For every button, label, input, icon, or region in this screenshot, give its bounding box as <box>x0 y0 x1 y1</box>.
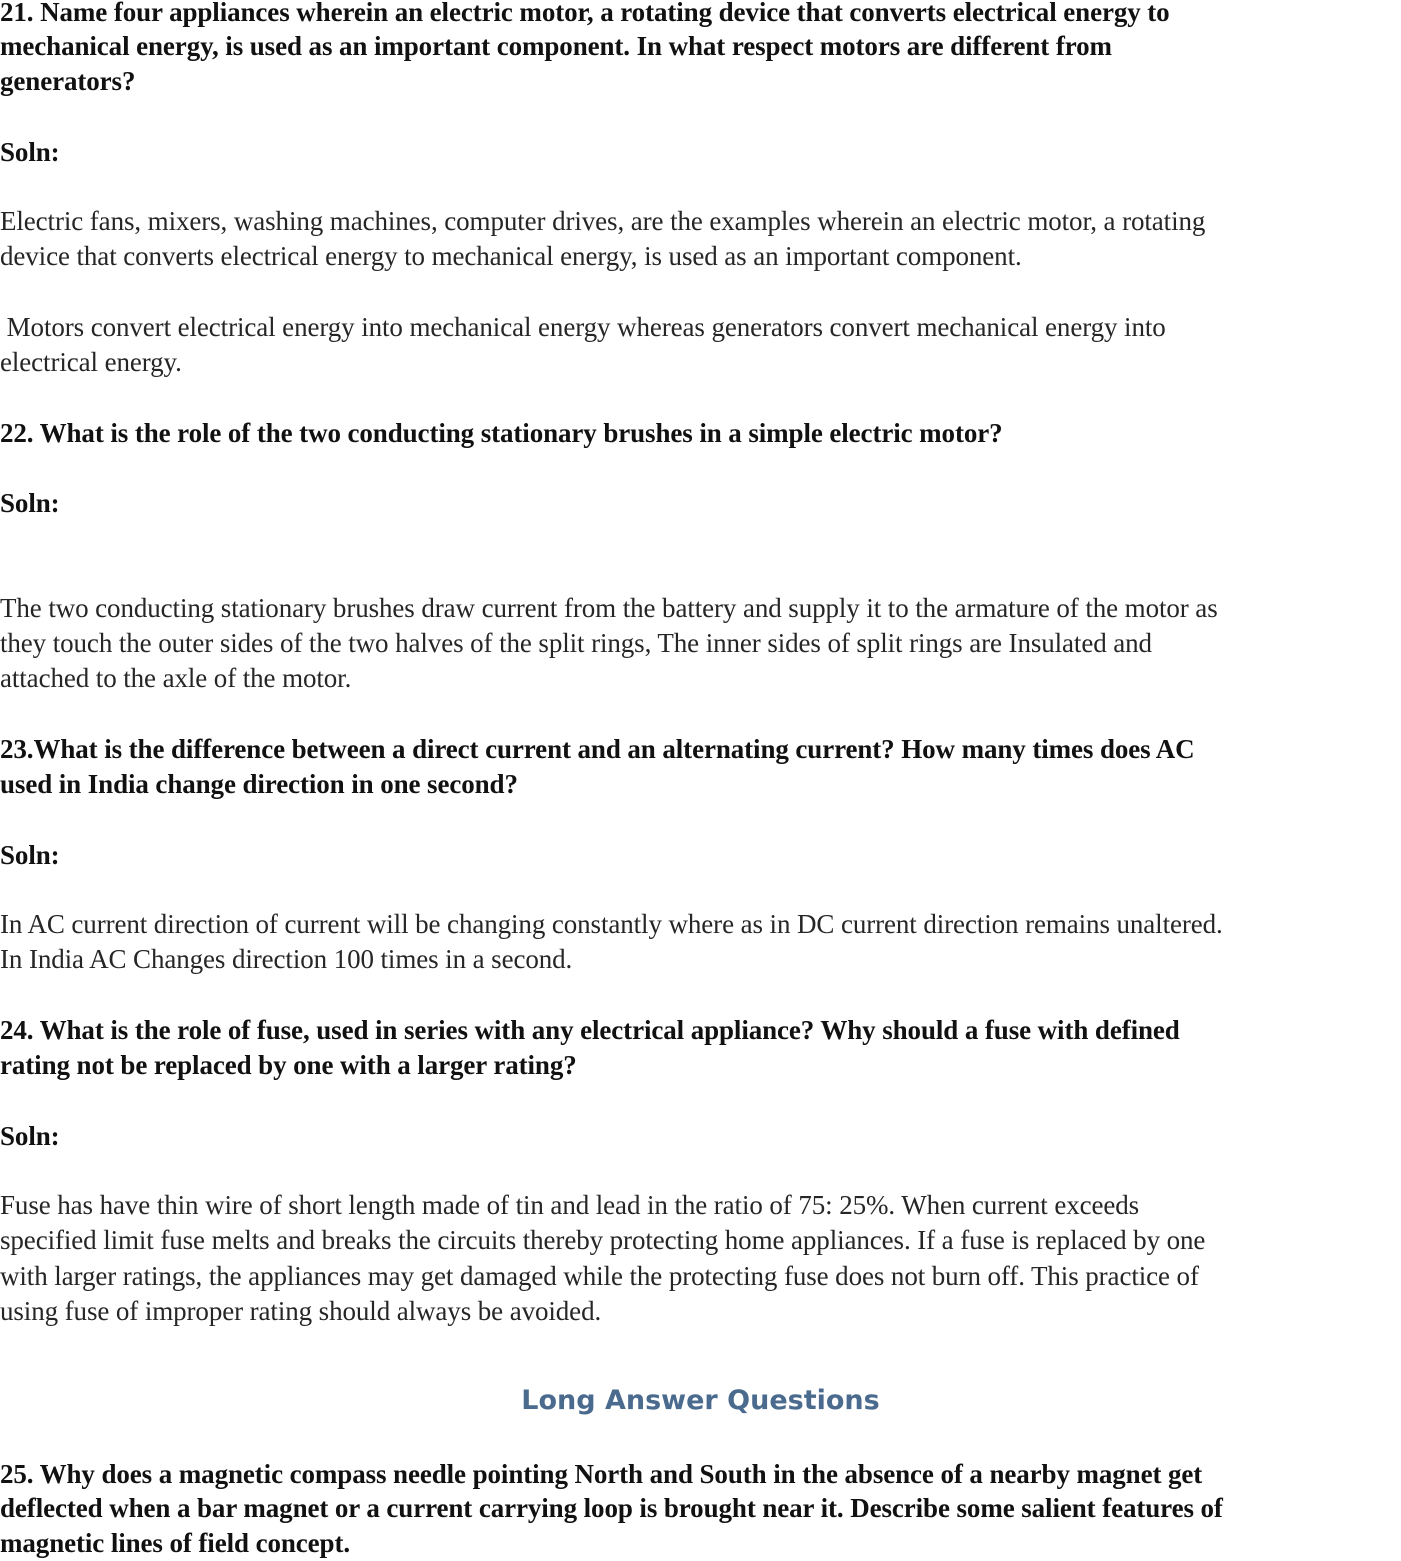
q22-soln-label: Soln: <box>0 488 60 518</box>
q23-soln-label: Soln: <box>0 840 60 870</box>
q22-answer-line-2: they touch the outer sides of the two halves of the split rings, The inner sides of split rings are Insulated and <box>0 628 1152 658</box>
q21-answer2-line-1: Motors convert electrical energy into mechanical energy whereas generators convert mechanical energy into <box>0 312 1166 342</box>
q23-line-1: 23.What is the difference between a direct current and an alternating current? How many times does AC <box>0 734 1195 764</box>
q25-line-3: magnetic lines of field concept. <box>0 1528 350 1558</box>
q21-soln-label: Soln: <box>0 137 60 167</box>
q24-answer-line-1: Fuse has have thin wire of short length made of tin and lead in the ratio of 75: 25%. When current exceeds <box>0 1190 1140 1220</box>
q22-line-1: 22. What is the role of the two conducting stationary brushes in a simple electric motor? <box>0 418 1003 448</box>
q25-line-1: 25. Why does a magnetic compass needle pointing North and South in the absence of a nearby magnet get <box>0 1459 1203 1489</box>
q21-answer2-line-2: electrical energy. <box>0 347 182 377</box>
q24-answer-line-2: specified limit fuse melts and breaks the circuits thereby protecting home appliances. If a fuse is replaced by one <box>0 1225 1206 1255</box>
section-heading-long-answer: Long Answer Questions <box>521 1385 880 1416</box>
q24-answer-line-3: with larger ratings, the appliances may get damaged while the protecting fuse does not burn off. This practice of <box>0 1261 1199 1291</box>
q23-answer-line-1: In AC current direction of current will be changing constantly where as in DC current direction remains unaltered. <box>0 909 1223 939</box>
q23-answer-line-2: In India AC Changes direction 100 times in a second. <box>0 944 573 974</box>
q21-line-2: mechanical energy, is used as an important component. In what respect motors are different from <box>0 31 1112 61</box>
q21-line-3: generators? <box>0 66 136 96</box>
q25-line-2: deflected when a bar magnet or a current carrying loop is brought near it. Describe some salient features of <box>0 1493 1223 1523</box>
q24-soln-label: Soln: <box>0 1121 60 1151</box>
q21-answer1-line-1: Electric fans, mixers, washing machines, computer drives, are the examples wherein an electric motor, a rotating <box>0 206 1206 236</box>
q24-answer-line-4: using fuse of improper rating should always be avoided. <box>0 1296 602 1326</box>
q21-line-1: 21. Name four appliances wherein an electric motor, a rotating device that converts electrical energy to <box>0 0 1170 27</box>
q22-answer-line-1: The two conducting stationary brushes draw current from the battery and supply it to the armature of the motor as <box>0 593 1218 623</box>
q22-answer-line-3: attached to the axle of the motor. <box>0 663 352 693</box>
q23-line-2: used in India change direction in one second? <box>0 769 518 799</box>
q24-line-2: rating not be replaced by one with a larger rating? <box>0 1050 577 1080</box>
q21-answer1-line-2: device that converts electrical energy to mechanical energy, is used as an important component. <box>0 241 1022 271</box>
q24-line-1: 24. What is the role of fuse, used in series with any electrical appliance? Why should a fuse with defined <box>0 1015 1180 1045</box>
